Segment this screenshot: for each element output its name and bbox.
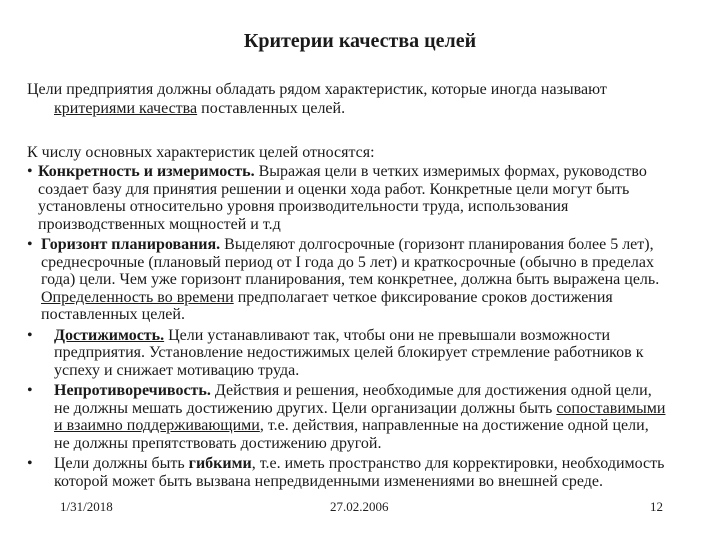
bullet-marker: • — [27, 382, 33, 399]
footer-date-left: 1/31/2018 — [60, 499, 113, 514]
list-item-concreteness — [27, 163, 667, 233]
item-text-after: , т.е. действия, направленные на достижение одной цели, не должны препятствовать достижению другой. — [54, 417, 649, 452]
item-title: Конкретность и измеримость. — [38, 163, 255, 180]
item-title: Непротиворечивость. — [54, 382, 211, 399]
list-item-consistency — [27, 382, 667, 452]
bullet-marker: • — [27, 163, 33, 180]
item-text-after: предполагает четкое фиксирование сроков достижения поставленных целей. — [41, 288, 613, 323]
list-item-flexibility — [27, 455, 667, 490]
list-item-achievability — [27, 327, 667, 380]
item-text: Действия и решения, необходимые для достижения одной цели, не должны мешать достижению других. Цели организации должны быть — [54, 382, 652, 417]
footer-page-number: 12 — [650, 499, 663, 514]
item-text: Выражая цели в четких измеримых формах, руководство создает базу для принятия решении и оценки хода работ. Конкретные цели могут быть установлены относительно уровня производительности труда, использования производственных мощностей и т.д — [38, 163, 647, 233]
bullet-marker: • — [27, 236, 33, 253]
item-text: Выделяют долгосрочные (горизонт планирования более 5 лет), среднесрочные (плановый период от I года до 5 лет) и краткосрочные (обычно в пределах года) цели. Чем уже горизонт планирования, тем конкретнее, должна быть выражена цель. — [41, 236, 660, 288]
item-text: Цели устанавливают так, чтобы они не превышали возможности предприятия. Установление недостижимых целей блокирует стремление работников к успеху и снижает мотивацию труда. — [54, 326, 644, 379]
intro-paragraph — [27, 80, 697, 118]
bullet-marker: • — [27, 326, 33, 344]
criteria-list — [27, 163, 667, 493]
item-text-after: , т.е. иметь пространство для корректировки, необходимость которой может быть вызвана непредвиденными изменениями во внешней среде. — [54, 455, 665, 490]
intro-underlined-term: критериями качества — [54, 100, 198, 117]
item-bold-term: гибкими — [188, 455, 252, 472]
list-item-horizon — [27, 236, 667, 324]
intro-line-2 — [27, 99, 697, 118]
list-heading: К числу основных характеристик целей относятся: — [27, 144, 375, 161]
item-underlined-term: сопоставимыми и взаимно поддерживающими — [54, 399, 666, 434]
intro-line-2-rest: поставленных целей. — [197, 100, 346, 117]
item-text: Цели должны быть — [54, 455, 189, 472]
slide-title: Критерии качества целей — [243, 30, 477, 52]
intro-line-1: Цели предприятия должны обладать рядом характеристик, которые иногда называют — [27, 81, 607, 98]
item-title: Горизонт планирования. — [41, 236, 221, 253]
footer-date-center: 27.02.2006 — [330, 499, 389, 514]
item-title: Достижимость. — [54, 326, 165, 344]
bullet-marker: • — [27, 455, 33, 472]
item-underlined-term: Определенность во времени — [41, 288, 234, 306]
